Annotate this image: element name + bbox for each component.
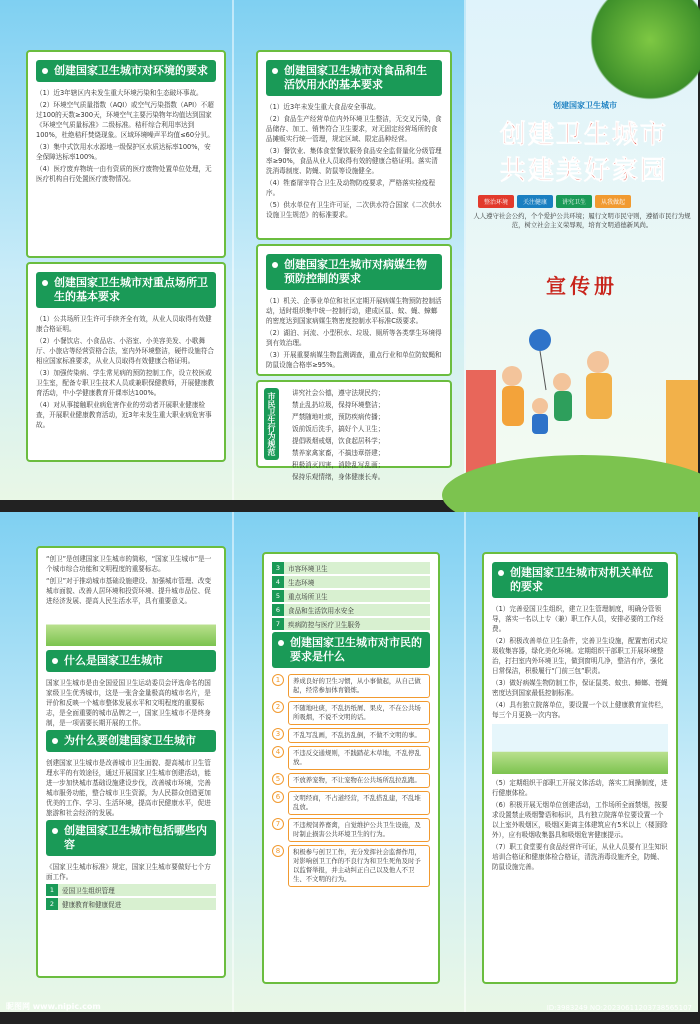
- vector-panel: [256, 244, 452, 376]
- citizen-header: 创建国家卫生城市对市民的要求是什么: [272, 632, 430, 668]
- fold-line: [232, 512, 234, 1012]
- env-item: （3）集中式饮用水水源地一级保护区水质达标率100%，安全保障达标率100%。: [36, 143, 211, 161]
- vector-item: （3）开展重要病媒生物监测调查，重点行业和单位防蚊蝇和防鼠设施合格率≥95%。: [266, 351, 442, 369]
- list-item: 3 市容环境卫生: [272, 562, 430, 574]
- citizen-item: 7 不违规饲养畜禽，自觉维护公共卫生设施，及时制止损害公共环境卫生的行为。: [272, 818, 430, 842]
- env-item: （1）近3年辖区内未发生重大环境污染和生态破坏事故。: [36, 89, 203, 97]
- citizen-item: 2 不随地吐痰，不乱扔纸屑、果皮，不在公共场所吸烟，不说不文明的话。: [272, 701, 430, 725]
- tag: 从我做起: [595, 195, 631, 208]
- list-item: 5 重点场所卫生: [272, 590, 430, 602]
- watermark-right: ID:3983249 NO:20230611203738565107: [546, 1004, 692, 1012]
- agency-item: （6）积极开展无烟单位创建活动，工作场所全面禁烟，按要求设置禁止吸烟警语和标识，具有独立院落单位要设置一个以上室外吸烟区，吸烟区距离主体建筑应有5米以上（楼顶除外），应有吸烟收集器具和吸烟危害健康提示。: [492, 801, 668, 839]
- content-list-cont: [272, 562, 430, 630]
- content-header: 创建国家卫生城市包括哪些内容: [46, 820, 216, 856]
- convention-line: 饭前饭后洗手，搞好个人卫生；: [292, 425, 385, 433]
- venue-item: （3）加强传染病、学生常见病的预防控制工作，设立校医或卫生室，配备专职卫生技术人员或兼职保健教师，开展健康教育活动，中小学健康教育开课率达100%。: [36, 369, 215, 397]
- food-item: （3）餐饮业、集体食堂餐饮服务食品安全监督量化分级管理率≥90%，食品从业人员取得有效的健康合格证明。落实清洗消毒制度、防蝇、防鼠等设施健全。: [266, 147, 442, 175]
- convention-line: 保持乐观情绪，身体健康长寿。: [292, 473, 385, 481]
- list-item: 2 健康教育和健康促进: [46, 898, 216, 910]
- agency-item: （5）定期组织干部职工开展文体活动，落实工间操制度，进行健康体检。: [492, 779, 668, 797]
- agency-header: 创建国家卫生城市对机关单位的要求: [492, 562, 668, 598]
- agency-panel: [482, 552, 678, 984]
- brochure-outside: [0, 0, 698, 500]
- vector-item: （2）湖泊、河流、小型积水、垃圾、厕所等各类孳生环境得到有效治理。: [266, 329, 442, 347]
- food-header: 创建国家卫生城市对食品和生活饮用水的基本要求: [266, 60, 442, 96]
- content-list: [46, 884, 216, 910]
- family-illustration: [466, 320, 698, 500]
- venue-panel: [26, 262, 226, 462]
- venue-item: （4）对从事接触职业病危害作业的劳动者开展职业健康检查，开展职业健康教育活动，近3年未发生重大职业病危害事故。: [36, 401, 212, 429]
- city-silhouette-image: [46, 610, 216, 646]
- cover-subtitle: 创建国家卫生城市: [553, 101, 617, 110]
- convention-lines: [292, 388, 442, 482]
- citizen-item: 6 文明经商，不占道经营，不乱搭乱建，不乱堆乱放。: [272, 791, 430, 815]
- cover-tags: [478, 195, 631, 208]
- citizen-item: 4 不违反交通规则，不践踏花木草地，不乱停乱放。: [272, 746, 430, 770]
- env-item: （2）环境空气质量指数（AQI）或空气污染指数（API）不超过100的天数≥300天，环境空气主要污染物年均值达到国家《环境空气质量标准》二级标准。秸秆综合利用率达到100%，杜绝秸秆焚烧现象。区域环境噪声平均值≤60分贝。: [36, 101, 214, 139]
- fold-line: [232, 0, 234, 500]
- vector-header: 创建国家卫生城市对病媒生物预防控制的要求: [266, 254, 442, 290]
- tag: 整治环境: [478, 195, 514, 208]
- tree-leaves-image: [575, 0, 700, 100]
- food-item: （5）供水单位有卫生许可证，二次供水符合国家《二次供水设施卫生规范》的标准要求。: [266, 201, 442, 219]
- convention-line: 禁养家禽家畜，不搞违章搭建；: [292, 449, 385, 457]
- convention-line: 禁止乱扔垃圾，保持环境整洁；: [292, 401, 385, 409]
- list-item: 1 爱国卫生组织管理: [46, 884, 216, 896]
- citizen-panel: [262, 552, 440, 984]
- why-text: 创建国家卫生城市是改善城市卫生面貌、提高城市卫生管理水平的有效途径，通过开展国家卫生城市创建活动，能进一步加快城市基础设施建设步伐，改善城市环境，完善城市服务功能，整合城市卫生资源，为人民群众创造更加优美的工作、学习、生活环境，提高市民健康水平，促进旅游和社会经济的发展。: [46, 759, 211, 817]
- citizen-item: 8 积极参与创卫工作，充分发挥社会监督作用，对影响创卫工作的不良行为和卫生死角及时予以监督举报，并主动纠正自己以及他人不卫生、不文明的行为。: [272, 845, 430, 887]
- agency-item: （2）积极改善单位卫生条件，完善卫生设施，配置密闭式垃圾收集容器，绿化美化环境。定期组织干部职工开展环境整治，打扫室内外环境卫生，做到窗明几净，整洁有序，强化日常保洁，积极履行“门前三包”职责。: [492, 637, 668, 675]
- cover-title-line1: 创建卫生城市: [499, 120, 668, 150]
- cover-slogan: 人人遵守社会公约，个个爱护公共环境；履行文明市民守则，遵循市民行为规范，树立社会主义荣辱观，培育文明道德新风尚。: [473, 212, 691, 229]
- tag: 讲究卫生: [556, 195, 592, 208]
- citizen-item: 1 养成良好的卫生习惯，从小事做起，从自己做起，经常参加体育锻炼。: [272, 674, 430, 698]
- intro-panel: [36, 546, 226, 978]
- convention-line: 严禁随地吐痰，预防疾病传播；: [292, 413, 385, 421]
- env-header: 创建国家卫生城市对环境的要求: [36, 60, 216, 82]
- brochure-inside: [0, 512, 698, 1012]
- convention-line: 提倡吸烟戒烟，饮食起居科学；: [292, 437, 385, 445]
- convention-panel: [256, 380, 452, 481]
- what-header: 什么是国家卫生城市: [46, 650, 216, 672]
- list-item: 6 食品和生活饮用水安全: [272, 604, 430, 616]
- content-text: 《国家卫生城市标准》规定，国家卫生城市要做好七个方面工作。: [46, 863, 211, 881]
- list-item: 4 生态环境: [272, 576, 430, 588]
- env-item: （4）医疗废弃物统一由有资质的医疗废物处置单位处理，无医疗机构自行处置医疗废物情况。: [36, 165, 212, 183]
- vector-item: （1）机关、企事业单位和社区定期开展病媒生物预防控制活动，适时组织集中统一控制行动，建成区鼠、蚊、蝇、蟑螂的密度达到国家病媒生物密度控制水平标准C级要求。: [266, 297, 442, 325]
- watermark-left: 昵图网 www.nipic.com: [6, 1002, 101, 1011]
- food-item: （1）近3年未发生重大食品安全事故。: [266, 103, 380, 111]
- convention-label: 市民卫生行为规范: [264, 388, 279, 460]
- food-item: （4）牲畜屠宰符合卫生及动物防疫要求，严格落实检疫程序。: [266, 179, 436, 197]
- food-item: （2）食品生产经营单位内外环境卫生整洁，无交叉污染，食品储存、加工、销售符合卫生要求，对无固定经营场所的食品摊贩实行统一管理，规定区域、限定品种经营。: [266, 115, 442, 143]
- fold-line: [464, 512, 466, 1012]
- env-panel: [26, 50, 226, 258]
- booklet-label: 宣传册: [546, 274, 618, 298]
- intro-text: “创卫”是创建国家卫生城市的简称，“国家卫生城市”是一个城市综合功能和文明程度的重要标志。: [46, 555, 212, 573]
- list-item: 7 疾病防控与医疗卫生服务: [272, 618, 430, 630]
- green-city-image: [492, 724, 668, 774]
- what-text: 国家卫生城市是由全国爱国卫生运动委员会评选命名的国家级卫生优秀城市，这是一张含金量极高的城市名片，是评价和反映一个城市整体发展水平和文明程度的重要标志，是全面重要的城市品牌之一，国家卫生城市不是终身制，是一项需要长期开展的工作。: [46, 679, 211, 727]
- agency-item: （7）职工食堂要有食品经营许可证，从业人员要有卫生知识培训合格证和健康体检合格证，清洗消毒设施齐全，防蝇、防鼠设施完善。: [492, 843, 668, 871]
- citizen-item: 3 不乱写乱画，不乱扔乱倒，不做不文明的事。: [272, 728, 430, 743]
- tag: 关注健康: [517, 195, 553, 208]
- food-panel: [256, 50, 452, 240]
- agency-item: （4）具有独立院落单位，要设置一个以上健康教育宣传栏，每三个月更换一次内容。: [492, 701, 668, 719]
- agency-item: （1）完善爱国卫生组织，建立卫生管理制度，明确分管领导，落实一名以上专（兼）职工作人员，安排必要的工作经费。: [492, 605, 664, 633]
- intro-text: “创卫”对于推动城市基础设施建设、加强城市管理、改变城市面貌、改善人居环境和投资环境、提升城市品位、促进经济发展、提高人民生活水平，具有重要意义。: [46, 577, 212, 605]
- convention-line: 讲究社会公德，遵守法规民约；: [292, 389, 385, 397]
- venue-item: （1）公共场所卫生许可手续齐全有效，从业人员取得有效健康合格证明。: [36, 315, 212, 333]
- venue-item: （2）小餐饮店、小食品店、小浴室、小美容美发、小歌舞厅、小旅店等经营资格合法，室内外环境整洁，硬件设施符合相应国家标准要求，从业人员取得有效健康合格证明。: [36, 337, 215, 365]
- venue-header: 创建国家卫生城市对重点场所卫生的基本要求: [36, 272, 216, 308]
- agency-item: （3）做好病媒生物防制工作，保证鼠类、蚊虫、蟑螂、苍蝇密度达到国家最低控制标准。: [492, 679, 668, 697]
- why-header: 为什么要创建国家卫生城市: [46, 730, 216, 752]
- convention-line: 积极消灭四害，消除乱写乱画；: [292, 461, 385, 469]
- cover-title-line2: 共建美好家园: [499, 156, 668, 186]
- citizen-item: 5 不放养宠物，不让宠物在公共场所乱拉乱跑。: [272, 773, 430, 788]
